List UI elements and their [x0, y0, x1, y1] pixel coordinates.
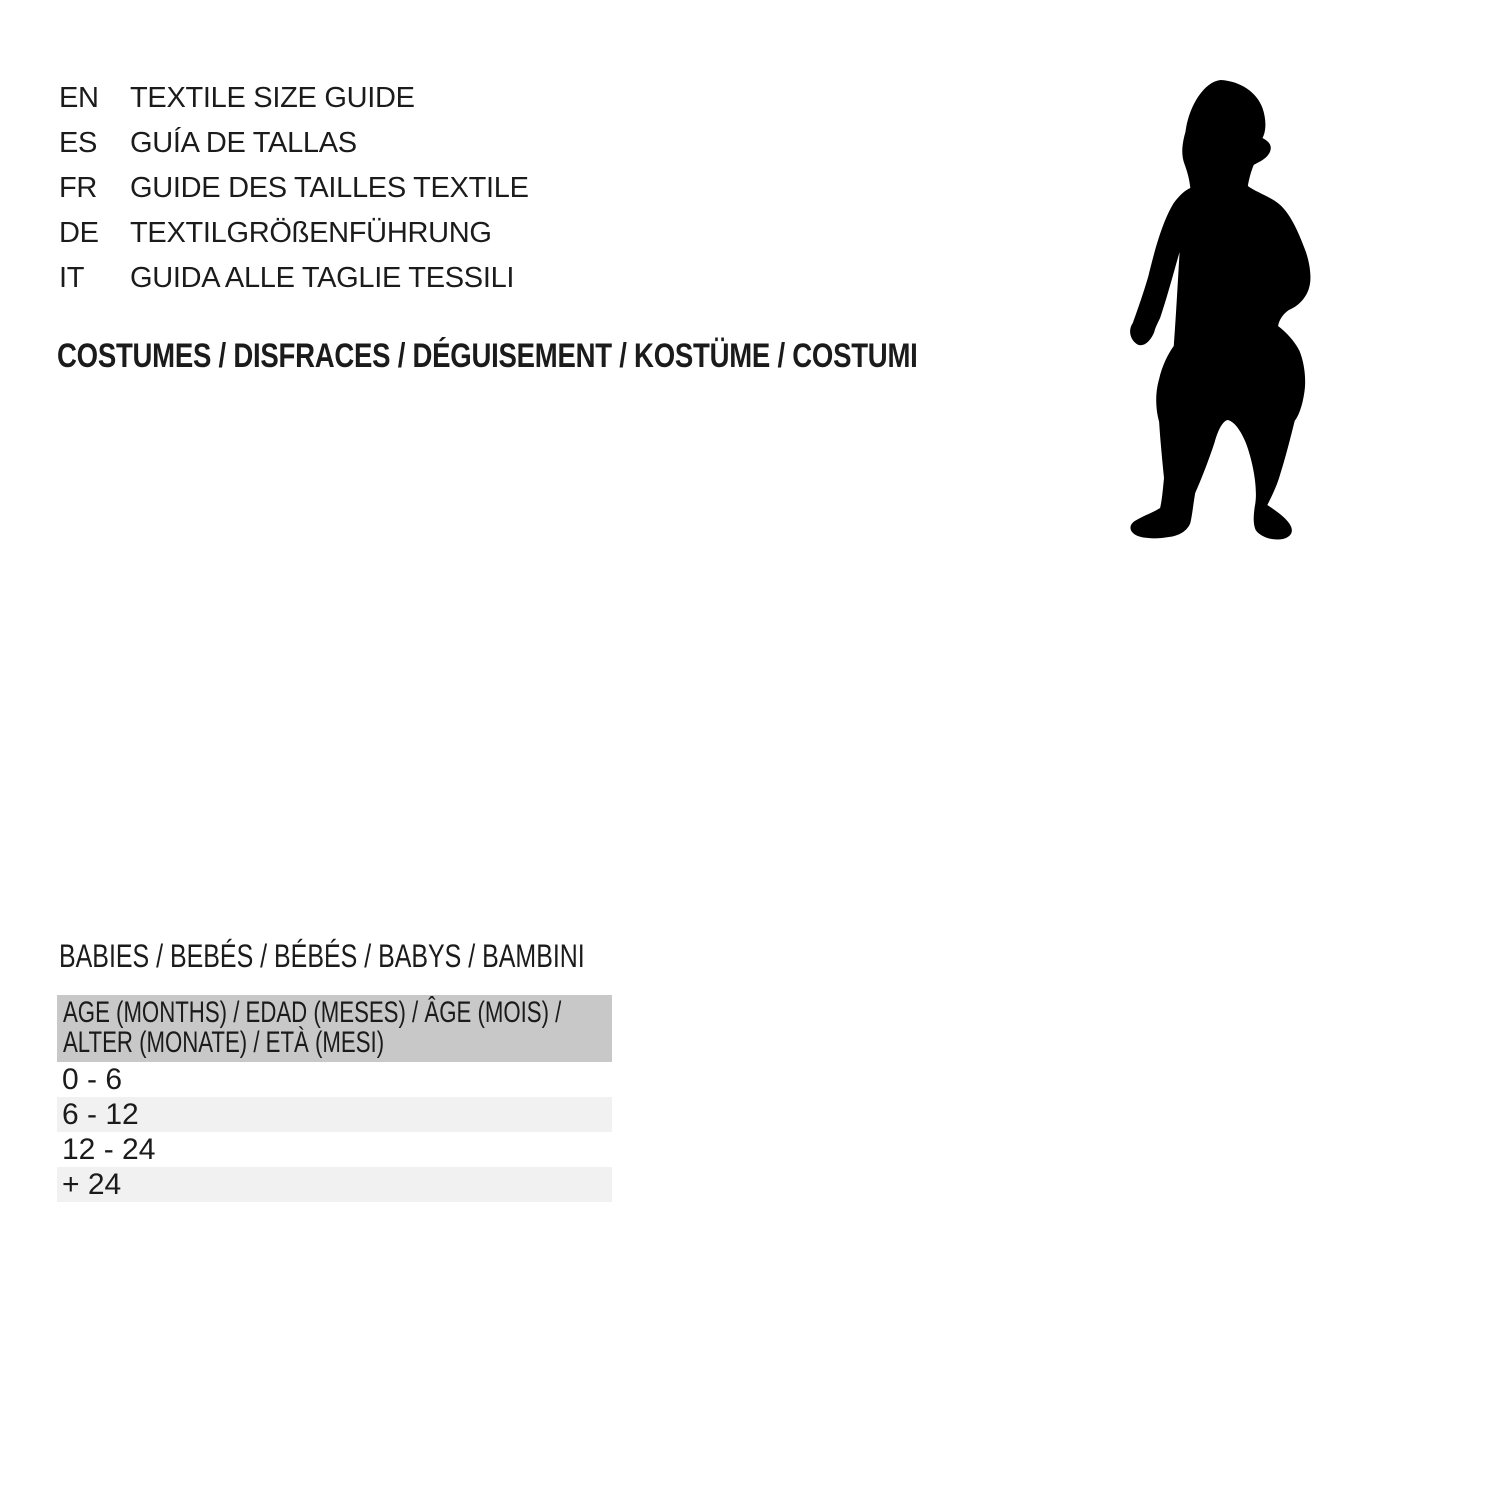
language-row — [59, 211, 529, 256]
size-table — [57, 995, 612, 1202]
language-code: ES — [59, 127, 98, 159]
language-label: TEXTILE SIZE GUIDE — [130, 82, 415, 114]
table-row: + 24 — [57, 1167, 612, 1202]
table-row: 6 - 12 — [57, 1097, 612, 1132]
language-list — [59, 76, 529, 301]
language-label: TEXTILGRÖßENFÜHRUNG — [130, 217, 492, 249]
baby-silhouette-icon — [1125, 80, 1320, 542]
language-row — [59, 76, 529, 121]
language-row — [59, 121, 529, 166]
section-heading: BABIES / BEBÉS / BÉBÉS / BABYS / BAMBINI — [59, 938, 585, 974]
language-label: GUIDA ALLE TAGLIE TESSILI — [130, 262, 515, 294]
language-row — [59, 166, 529, 211]
language-label: GUIDE DES TAILLES TEXTILE — [130, 172, 529, 204]
language-code: DE — [59, 217, 99, 249]
language-row — [59, 256, 529, 301]
language-label: GUÍA DE TALLAS — [130, 127, 357, 159]
category-heading: COSTUMES / DISFRACES / DÉGUISEMENT / KOSTÜME / COSTUMI — [57, 337, 918, 375]
table-rows — [57, 1062, 612, 1202]
table-header — [57, 995, 612, 1062]
table-row: 0 - 6 — [57, 1062, 612, 1097]
language-code: IT — [59, 262, 85, 294]
table-row: 12 - 24 — [57, 1132, 612, 1167]
baby-silhouette-path — [1130, 80, 1310, 540]
language-code: EN — [59, 82, 99, 114]
table-header-line: ALTER (MONATE) / ETÀ (MESI) — [63, 1026, 385, 1059]
table-header-line: AGE (MONTHS) / EDAD (MESES) / ÂGE (MOIS) / — [63, 996, 562, 1029]
language-code: FR — [59, 172, 98, 204]
